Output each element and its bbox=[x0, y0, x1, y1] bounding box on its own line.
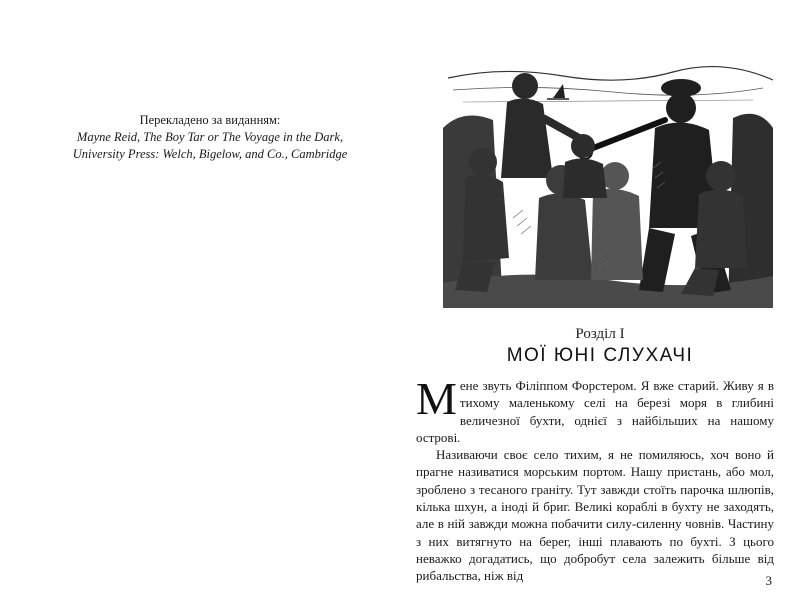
page-number: 3 bbox=[765, 573, 772, 588]
right-page bbox=[400, 0, 800, 615]
chapter-illustration bbox=[443, 58, 773, 308]
chapter-body bbox=[416, 373, 774, 585]
chapter-title: МОЇ ЮНІ СЛУХАЧІ bbox=[506, 345, 694, 366]
paragraph-1-text: ене звуть Філіппом Форстером. Я вже старий. Живу я в тихому маленькому селі на березі моря в глибині величезної бухти, однієї з найбільших на нашому острові. bbox=[416, 378, 774, 445]
imprint-heading: Перекладено за виданням: bbox=[139, 113, 281, 127]
body-paragraph-2: Називаючи своє село тихим, я не помиляюсь, хоч воно й прагне називатися морським портом. Нашу пристань, або мол, зроблено з тесаного граніту. Тут завжди стоїть парочка шлюпів, кілька шхун, а іноді й бриг. Великі кораблі в бухту не заходять, але в ній завжди можна побачити силу-силенну човнів. Частину з них витягнуто на берег, інші плавають по бухті. З цього неважко догадатись, що добробут села залежить більше від рибальства, ніж від bbox=[416, 447, 774, 584]
drop-cap: М bbox=[416, 373, 457, 424]
sailboat-icon bbox=[553, 84, 565, 98]
chapter-number: Розділ I bbox=[575, 326, 625, 342]
imprint-source-line-1: Mayne Reid, The Boy Tar or The Voyage in the Dark, bbox=[76, 130, 344, 144]
translation-imprint bbox=[20, 112, 400, 163]
body-paragraph-1 bbox=[416, 373, 774, 446]
imprint-source-line-2: University Press: Welch, Bigelow, and Co., Cambridge bbox=[72, 147, 348, 161]
